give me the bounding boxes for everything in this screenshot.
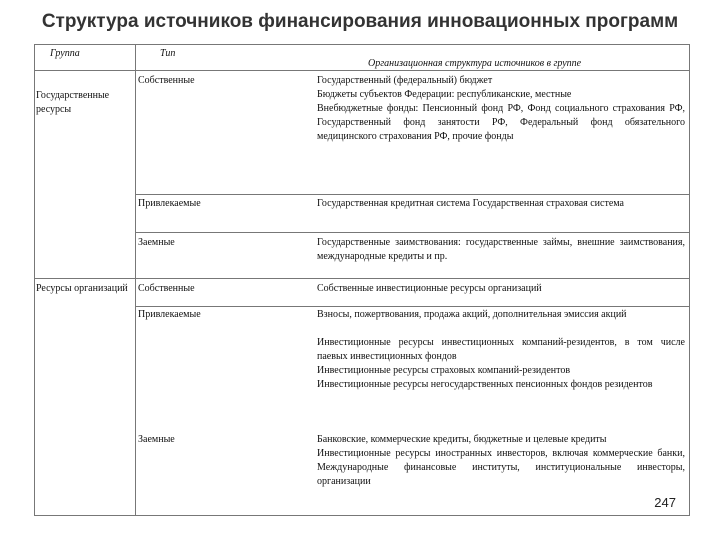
header-group: Группа	[50, 48, 80, 59]
org-line: Внебюджетные фонды: Пенсионный фонд РФ, Фонд социального страхования РФ, Государственный фонд занятости РФ, Федеральный фонд обязательного медицинского страхования РФ, прочие фонды	[317, 103, 685, 142]
header-org-structure: Организационная структура источников в группе	[368, 58, 582, 69]
org-line: Взносы, пожертвования, продажа акций, дополнительная эмиссия акций	[317, 309, 627, 320]
type-label: Собственные	[138, 283, 195, 294]
table-border-bottom	[34, 515, 690, 516]
table-border-top	[34, 44, 690, 45]
org-line: Государственная кредитная система Государственная страховая система	[317, 198, 624, 209]
group-label: Ресурсы организаций	[36, 283, 128, 294]
type-label: Привлекаемые	[138, 309, 201, 320]
slide-title: Структура источников финансирования инновационных программ	[41, 11, 679, 32]
group-label: Государственные ресурсы	[36, 90, 110, 115]
header-row-divider	[34, 70, 690, 71]
row-divider	[135, 194, 690, 195]
type-label: Заемные	[138, 237, 175, 248]
org-line: Инвестиционные ресурсы инвестиционных компаний-резидентов, в том числе паевых инвестиционных фондов	[317, 337, 685, 362]
table-border-right	[689, 44, 690, 516]
org-line: Инвестиционные ресурсы страховых компаний-резидентов	[317, 365, 571, 376]
org-line: Банковские, коммерческие кредиты, бюджетные и целевые кредиты	[317, 434, 607, 445]
group-divider	[34, 278, 690, 279]
org-line: Инвестиционные ресурсы иностранных инвесторов, включая коммерческие банки, Международные финансовые институты, институциональные инвесторы, организации	[317, 448, 685, 487]
row-divider	[135, 232, 690, 233]
table-border-left	[34, 44, 35, 516]
row-divider	[135, 306, 690, 307]
header-type: Тип	[160, 48, 176, 59]
org-line: Государственный (федеральный) бюджет	[317, 75, 493, 86]
org-line: Инвестиционные ресурсы негосударственных пенсионных фондов резидентов	[317, 379, 653, 390]
funding-sources-table	[34, 44, 690, 516]
org-line: Собственные инвестиционные ресурсы организаций	[317, 283, 542, 294]
org-line: Бюджеты субъектов Федерации: республиканские, местные	[317, 89, 572, 100]
type-label: Собственные	[138, 75, 195, 86]
type-label: Заемные	[138, 434, 175, 445]
page-number: 247	[654, 495, 676, 510]
column-divider-group	[135, 44, 136, 516]
org-line: Государственные заимствования: государственные займы, внешние заимствования, международные кредиты и пр.	[317, 237, 685, 262]
type-label: Привлекаемые	[138, 198, 201, 209]
